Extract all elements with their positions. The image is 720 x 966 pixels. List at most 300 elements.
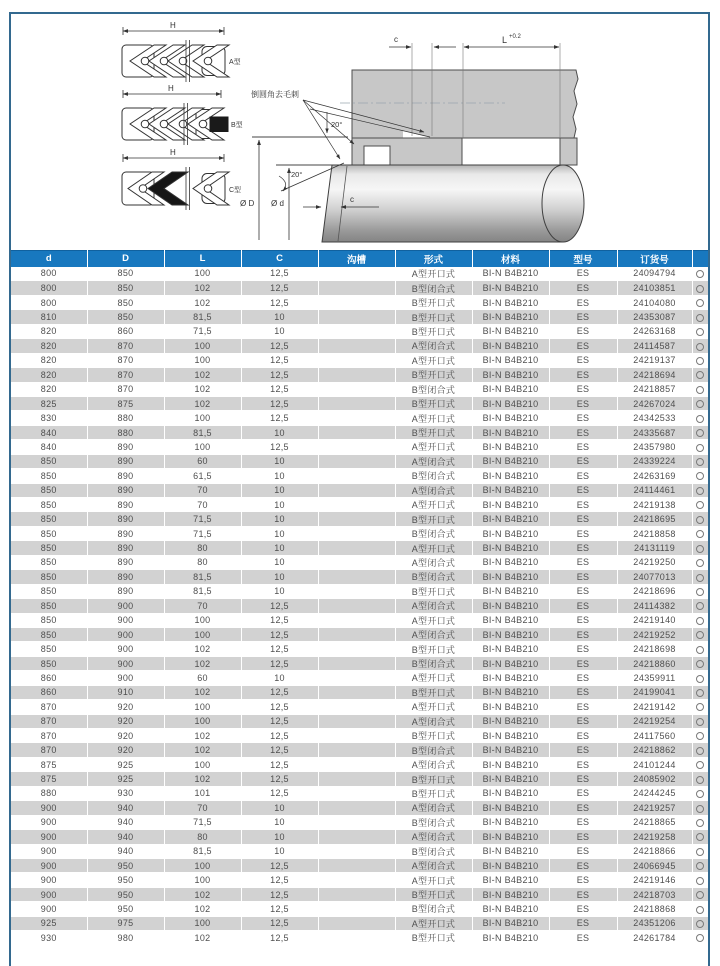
table-cell [318, 295, 395, 309]
table-cell: 24218698 [617, 642, 692, 656]
table-cell: B型闭合式 [395, 902, 472, 916]
table-cell: 850 [11, 555, 87, 569]
table-cell: A型开口式 [395, 916, 472, 930]
table-cell [318, 685, 395, 699]
table-cell: 12,5 [241, 440, 318, 454]
table-cell: BI-N B4B210 [472, 570, 549, 584]
table-cell: 24218858 [617, 526, 692, 540]
table-row [11, 440, 708, 454]
table-cell-marker [692, 931, 708, 945]
table-cell: 100 [164, 411, 241, 425]
table-row [11, 295, 708, 309]
table-cell: 12,5 [241, 656, 318, 670]
column-header-marker [692, 251, 708, 267]
table-cell: B型开口式 [395, 786, 472, 800]
deburr-note: 倒圆角去毛刺 [251, 90, 299, 99]
circle-outline-icon [696, 314, 704, 322]
table-cell: 70 [164, 801, 241, 815]
table-cell: BI-N B4B210 [472, 454, 549, 468]
circle-outline-icon [696, 415, 704, 423]
table-cell: 12,5 [241, 382, 318, 396]
table-cell: 10 [241, 483, 318, 497]
column-header-L: L [164, 251, 241, 267]
table-cell: 870 [87, 353, 164, 367]
table-cell: BI-N B4B210 [472, 844, 549, 858]
dia-inner-label: Ø d [271, 199, 284, 208]
table-cell-marker [692, 844, 708, 858]
table-cell: 925 [87, 772, 164, 786]
table-cell: 870 [11, 714, 87, 728]
table-cell: BI-N B4B210 [472, 815, 549, 829]
table-cell: 860 [11, 685, 87, 699]
table-cell: 60 [164, 454, 241, 468]
table-cell [318, 555, 395, 569]
table-cell: 890 [87, 469, 164, 483]
table-cell: BI-N B4B210 [472, 382, 549, 396]
table-cell: 102 [164, 382, 241, 396]
table-cell-marker [692, 353, 708, 367]
table-cell: ES [549, 541, 617, 555]
dia-outer-label: Ø D [240, 199, 255, 208]
table-cell: ES [549, 324, 617, 338]
table-cell: 940 [87, 801, 164, 815]
table-cell: B型开口式 [395, 310, 472, 324]
table-cell: 850 [87, 295, 164, 309]
table-cell-marker [692, 339, 708, 353]
table-cell: 10 [241, 671, 318, 685]
table-cell-marker [692, 324, 708, 338]
table-cell: 24219146 [617, 873, 692, 887]
circle-outline-icon [696, 848, 704, 856]
table-cell: ES [549, 743, 617, 757]
table-cell: B型开口式 [395, 772, 472, 786]
table-cell: A型开口式 [395, 541, 472, 555]
table-cell-marker [692, 526, 708, 540]
table-cell: 102 [164, 295, 241, 309]
table-cell: 10 [241, 555, 318, 569]
table-cell: 850 [87, 267, 164, 281]
circle-outline-icon [696, 588, 704, 596]
table-cell: B型开口式 [395, 584, 472, 598]
table-cell [318, 498, 395, 512]
circle-outline-icon [696, 833, 704, 841]
table-cell: 24218865 [617, 815, 692, 829]
table-cell [318, 931, 395, 945]
table-row [11, 339, 708, 353]
table-cell: BI-N B4B210 [472, 743, 549, 757]
table-cell: 910 [87, 685, 164, 699]
profile-a-drawing [122, 27, 229, 82]
circle-outline-icon [696, 805, 704, 813]
circle-outline-icon [696, 920, 704, 928]
table-cell: 12,5 [241, 685, 318, 699]
dim-c-rod-label: c [350, 195, 354, 204]
table-cell: B型闭合式 [395, 656, 472, 670]
table-row [11, 411, 708, 425]
table-cell: 920 [87, 729, 164, 743]
circle-outline-icon [696, 776, 704, 784]
table-cell: 820 [11, 324, 87, 338]
table-cell: 850 [11, 512, 87, 526]
table-cell-marker [692, 772, 708, 786]
table-cell: BI-N B4B210 [472, 786, 549, 800]
table-cell: 12,5 [241, 743, 318, 757]
table-cell: 950 [87, 873, 164, 887]
table-cell: B型闭合式 [395, 281, 472, 295]
table-cell [318, 267, 395, 281]
table-row [11, 714, 708, 728]
table-cell: 850 [11, 498, 87, 512]
table-row [11, 498, 708, 512]
column-header-型号: 型号 [549, 251, 617, 267]
table-cell: 100 [164, 339, 241, 353]
table-cell: 850 [11, 541, 87, 555]
table-cell: 100 [164, 353, 241, 367]
table-cell: ES [549, 498, 617, 512]
column-header-材料: 材料 [472, 251, 549, 267]
table-cell: ES [549, 310, 617, 324]
table-cell: 102 [164, 887, 241, 901]
table-row [11, 873, 708, 887]
table-cell: ES [549, 714, 617, 728]
table-cell: 12,5 [241, 714, 318, 728]
table-cell: 100 [164, 757, 241, 771]
table-cell [318, 743, 395, 757]
table-cell: 850 [11, 570, 87, 584]
table-cell: B型开口式 [395, 729, 472, 743]
table-cell: 875 [11, 757, 87, 771]
table-cell [318, 700, 395, 714]
table-cell: 925 [87, 757, 164, 771]
table-cell: ES [549, 844, 617, 858]
table-cell: 10 [241, 512, 318, 526]
table-cell-marker [692, 512, 708, 526]
table-cell: 24218695 [617, 512, 692, 526]
table-cell: B型开口式 [395, 324, 472, 338]
table-cell: 12,5 [241, 353, 318, 367]
header-row [11, 251, 708, 267]
table-cell: ES [549, 440, 617, 454]
table-row [11, 613, 708, 627]
table-cell: BI-N B4B210 [472, 757, 549, 771]
column-header-沟槽: 沟槽 [318, 251, 395, 267]
table-cell: 940 [87, 815, 164, 829]
circle-outline-icon [696, 718, 704, 726]
table-cell: A型闭合式 [395, 483, 472, 497]
circle-outline-icon [696, 472, 704, 480]
table-row [11, 627, 708, 641]
table-cell: 24199041 [617, 685, 692, 699]
table-cell: 850 [11, 599, 87, 613]
table-cell: B型开口式 [395, 887, 472, 901]
spec-table [11, 250, 708, 946]
table-cell: BI-N B4B210 [472, 526, 549, 540]
circle-outline-icon [696, 574, 704, 582]
table-cell: 61,5 [164, 469, 241, 483]
table-cell: 950 [87, 902, 164, 916]
table-cell [318, 281, 395, 295]
table-cell: 10 [241, 584, 318, 598]
table-cell: 24218860 [617, 656, 692, 670]
table-cell: ES [549, 830, 617, 844]
table-cell: 10 [241, 469, 318, 483]
table-cell: B型闭合式 [395, 743, 472, 757]
table-cell [318, 541, 395, 555]
table-cell: 80 [164, 541, 241, 555]
table-cell: 890 [87, 440, 164, 454]
table-cell [318, 368, 395, 382]
table-cell: 900 [87, 642, 164, 656]
table-cell: ES [549, 786, 617, 800]
table-cell [318, 757, 395, 771]
table-cell-marker [692, 382, 708, 396]
table-cell: B型开口式 [395, 368, 472, 382]
table-cell: 10 [241, 801, 318, 815]
table-row [11, 368, 708, 382]
table-row [11, 512, 708, 526]
table-cell [318, 339, 395, 353]
table-cell: 102 [164, 902, 241, 916]
table-cell: 12,5 [241, 368, 318, 382]
table-cell-marker [692, 469, 708, 483]
table-cell: ES [549, 382, 617, 396]
table-cell: B型闭合式 [395, 382, 472, 396]
table-cell: 940 [87, 830, 164, 844]
table-cell [318, 671, 395, 685]
table-row [11, 281, 708, 295]
table-cell: BI-N B4B210 [472, 887, 549, 901]
table-cell: 890 [87, 454, 164, 468]
table-cell: 102 [164, 656, 241, 670]
circle-outline-icon [696, 299, 704, 307]
table-row [11, 541, 708, 555]
table-cell: 800 [11, 295, 87, 309]
table-cell: ES [549, 772, 617, 786]
table-row [11, 310, 708, 324]
table-cell [318, 570, 395, 584]
circle-outline-icon [696, 328, 704, 336]
table-cell: 900 [11, 902, 87, 916]
table-row [11, 743, 708, 757]
table-cell: 24101244 [617, 757, 692, 771]
table-cell: 101 [164, 786, 241, 800]
table-cell: BI-N B4B210 [472, 324, 549, 338]
table-cell: A型开口式 [395, 700, 472, 714]
table-cell: 870 [87, 368, 164, 382]
table-cell: 850 [11, 454, 87, 468]
table-cell: 825 [11, 396, 87, 410]
housing-section [352, 70, 578, 165]
table-cell: 102 [164, 368, 241, 382]
table-row [11, 267, 708, 281]
circle-outline-icon [696, 675, 704, 683]
table-cell: 850 [87, 281, 164, 295]
table-cell: 850 [11, 656, 87, 670]
table-cell: 850 [87, 310, 164, 324]
table-cell: A型闭合式 [395, 801, 472, 815]
table-cell: 24219252 [617, 627, 692, 641]
table-cell: ES [549, 613, 617, 627]
table-cell: ES [549, 700, 617, 714]
table-cell [318, 627, 395, 641]
table-cell: BI-N B4B210 [472, 396, 549, 410]
table-cell: 71,5 [164, 324, 241, 338]
table-cell: 24219250 [617, 555, 692, 569]
table-cell: BI-N B4B210 [472, 512, 549, 526]
table-cell: 10 [241, 454, 318, 468]
table-cell: B型开口式 [395, 295, 472, 309]
table-cell: A型闭合式 [395, 454, 472, 468]
table-cell [318, 411, 395, 425]
table-cell: 820 [11, 339, 87, 353]
table-cell: 24085902 [617, 772, 692, 786]
table-cell: 102 [164, 729, 241, 743]
circle-outline-icon [696, 386, 704, 394]
table-cell: 890 [87, 483, 164, 497]
table-cell: 12,5 [241, 858, 318, 872]
table-cell: 71,5 [164, 815, 241, 829]
table-cell: ES [549, 599, 617, 613]
table-cell: 100 [164, 440, 241, 454]
table-cell: 875 [87, 396, 164, 410]
table-cell: ES [549, 469, 617, 483]
table-cell: B型闭合式 [395, 570, 472, 584]
table-cell: A型闭合式 [395, 555, 472, 569]
table-cell: 102 [164, 685, 241, 699]
table-cell: ES [549, 627, 617, 641]
table-cell: A型开口式 [395, 671, 472, 685]
table-cell-marker [692, 584, 708, 598]
table-cell: A型闭合式 [395, 830, 472, 844]
table-cell: ES [549, 425, 617, 439]
table-cell: B型开口式 [395, 396, 472, 410]
table-row [11, 599, 708, 613]
table-row [11, 555, 708, 569]
table-cell [318, 526, 395, 540]
table-cell: 10 [241, 830, 318, 844]
table-cell: 890 [87, 570, 164, 584]
table-cell: ES [549, 526, 617, 540]
table-cell-marker [692, 454, 708, 468]
table-cell: 870 [87, 382, 164, 396]
table-cell [318, 858, 395, 872]
circle-outline-icon [696, 790, 704, 798]
profile-a-h-label: H [170, 21, 176, 30]
table-cell: 920 [87, 743, 164, 757]
table-cell: 820 [11, 353, 87, 367]
table-cell: 71,5 [164, 512, 241, 526]
table-cell: BI-N B4B210 [472, 729, 549, 743]
table-cell: ES [549, 685, 617, 699]
table-cell [318, 656, 395, 670]
table-cell: A型开口式 [395, 411, 472, 425]
circle-outline-icon [696, 732, 704, 740]
table-cell: ES [549, 353, 617, 367]
table-cell: BI-N B4B210 [472, 873, 549, 887]
table-cell: 900 [11, 873, 87, 887]
circle-outline-icon [696, 819, 704, 827]
table-cell: 102 [164, 281, 241, 295]
table-cell [318, 887, 395, 901]
table-cell-marker [692, 873, 708, 887]
table-cell: 800 [11, 281, 87, 295]
table-cell-marker [692, 281, 708, 295]
table-row [11, 469, 708, 483]
table-cell: ES [549, 729, 617, 743]
table-cell: 12,5 [241, 729, 318, 743]
table-cell: 10 [241, 815, 318, 829]
table-cell: 24359911 [617, 671, 692, 685]
table-cell: 12,5 [241, 396, 318, 410]
table-cell-marker [692, 368, 708, 382]
table-cell: 930 [87, 786, 164, 800]
table-cell: 102 [164, 396, 241, 410]
circle-outline-icon [696, 646, 704, 654]
table-cell: 850 [11, 627, 87, 641]
table-cell: 24218866 [617, 844, 692, 858]
table-cell: ES [549, 267, 617, 281]
table-cell-marker [692, 743, 708, 757]
table-row [11, 858, 708, 872]
table-header [11, 251, 708, 267]
table-cell: 24339224 [617, 454, 692, 468]
table-cell: 24218703 [617, 887, 692, 901]
table-cell: 860 [87, 324, 164, 338]
table-cell: 12,5 [241, 613, 318, 627]
table-cell: BI-N B4B210 [472, 772, 549, 786]
table-cell: B型开口式 [395, 931, 472, 945]
table-cell: 880 [87, 411, 164, 425]
table-cell: 12,5 [241, 887, 318, 901]
angle-upper-label: 20° [331, 120, 343, 129]
table-cell: ES [549, 281, 617, 295]
circle-outline-icon [696, 285, 704, 293]
table-cell: 890 [87, 555, 164, 569]
circle-outline-icon [696, 617, 704, 625]
table-cell: BI-N B4B210 [472, 310, 549, 324]
table-cell: 850 [11, 526, 87, 540]
table-cell: 24263168 [617, 324, 692, 338]
table-cell: ES [549, 396, 617, 410]
page-frame [9, 12, 710, 966]
table-cell [318, 440, 395, 454]
circle-outline-icon [696, 458, 704, 466]
table-cell: 102 [164, 772, 241, 786]
table-cell: 860 [11, 671, 87, 685]
dim-length-label: L [502, 35, 508, 45]
table-cell: 875 [11, 772, 87, 786]
table-cell: 12,5 [241, 627, 318, 641]
angle-lower-label: 20° [291, 170, 303, 179]
table-body [11, 267, 708, 946]
table-row [11, 830, 708, 844]
table-cell: BI-N B4B210 [472, 353, 549, 367]
table-cell: 24261784 [617, 931, 692, 945]
circle-outline-icon [696, 444, 704, 452]
table-cell-marker [692, 902, 708, 916]
table-cell: ES [549, 454, 617, 468]
table-cell [318, 584, 395, 598]
table-cell: 12,5 [241, 916, 318, 930]
table-row [11, 671, 708, 685]
table-cell: 24357980 [617, 440, 692, 454]
table-cell: ES [549, 815, 617, 829]
table-cell: 920 [87, 714, 164, 728]
table-cell-marker [692, 411, 708, 425]
profile-c-drawing [122, 154, 229, 210]
circle-outline-icon [696, 400, 704, 408]
table-row [11, 382, 708, 396]
